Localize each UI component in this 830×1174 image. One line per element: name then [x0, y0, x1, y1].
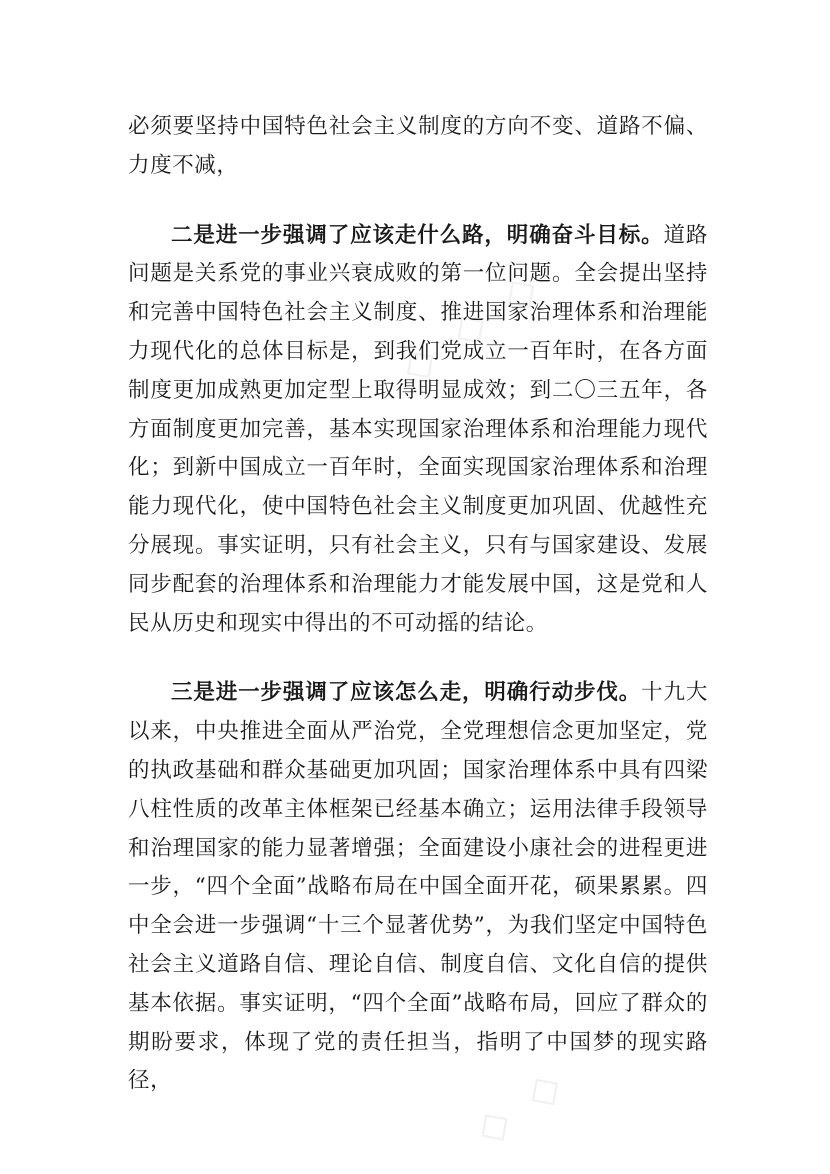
paragraph-3-heading: 三是进一步强调了应该怎么走，明确行动步伐。 [171, 680, 642, 706]
watermark-graphic: ◇ ◇ [465, 1055, 577, 1154]
paragraph-3-text: 十九大以来，中央推进全面从严治党，全党理想信念更加坚定，党的执政基础和群众基础更加巩固；国家治理体系中具有四梁八柱性质的改革主体框架已经基本确立；运用法律手段领导和治理国家的能力显著增强；全面建设小康社会的进程更进一步，“四个全面”战略布局在中国全面开花，硕果累累。四中全会进一步强调“十三个显著优势”，为我们坚定中国特色社会主义道路自信、理论自信、制度自信、文化自信的提供基本依据。事实证明，“四个全面”战略布局，回应了群众的期盼要求，体现了党的责任担当，指明了中国梦的现实路径， [128, 680, 708, 1094]
paragraph-2-heading: 二是进一步强调了应该走什么路，明确奋斗目标。 [171, 222, 664, 248]
paragraph-3 [128, 674, 708, 1101]
watermark-graphic: ◇ ◇ ◇ [390, 257, 553, 392]
document-body [128, 108, 708, 1132]
paragraph-2 [128, 217, 708, 644]
paragraph-1-text: 必须要坚持中国特色社会主义制度的方向不变、道路不偏、力度不减， [128, 114, 708, 178]
paragraph-2-text: 道路问题是关系党的事业兴衰成败的第一位问题。全会提出坚持和完善中国特色社会主义制度、推进国家治理体系和治理能力现代化的总体目标是，到我们党成立一百年时，在各方面制度更加成熟更加定型上取得明显成效；到二〇三五年，各方面制度更加完善，基本实现国家治理体系和治理能力现代化；到新中国成立一百年时，全面实现国家治理体系和治理能力现代化，使中国特色社会主义制度更加巩固、优越性充分展现。事实证明，只有社会主义，只有与国家建设、发展同步配套的治理体系和治理能力才能发展中国，这是党和人民从历史和现实中得出的不可动摇的结论。 [128, 222, 709, 636]
paragraph-1 [128, 108, 708, 186]
